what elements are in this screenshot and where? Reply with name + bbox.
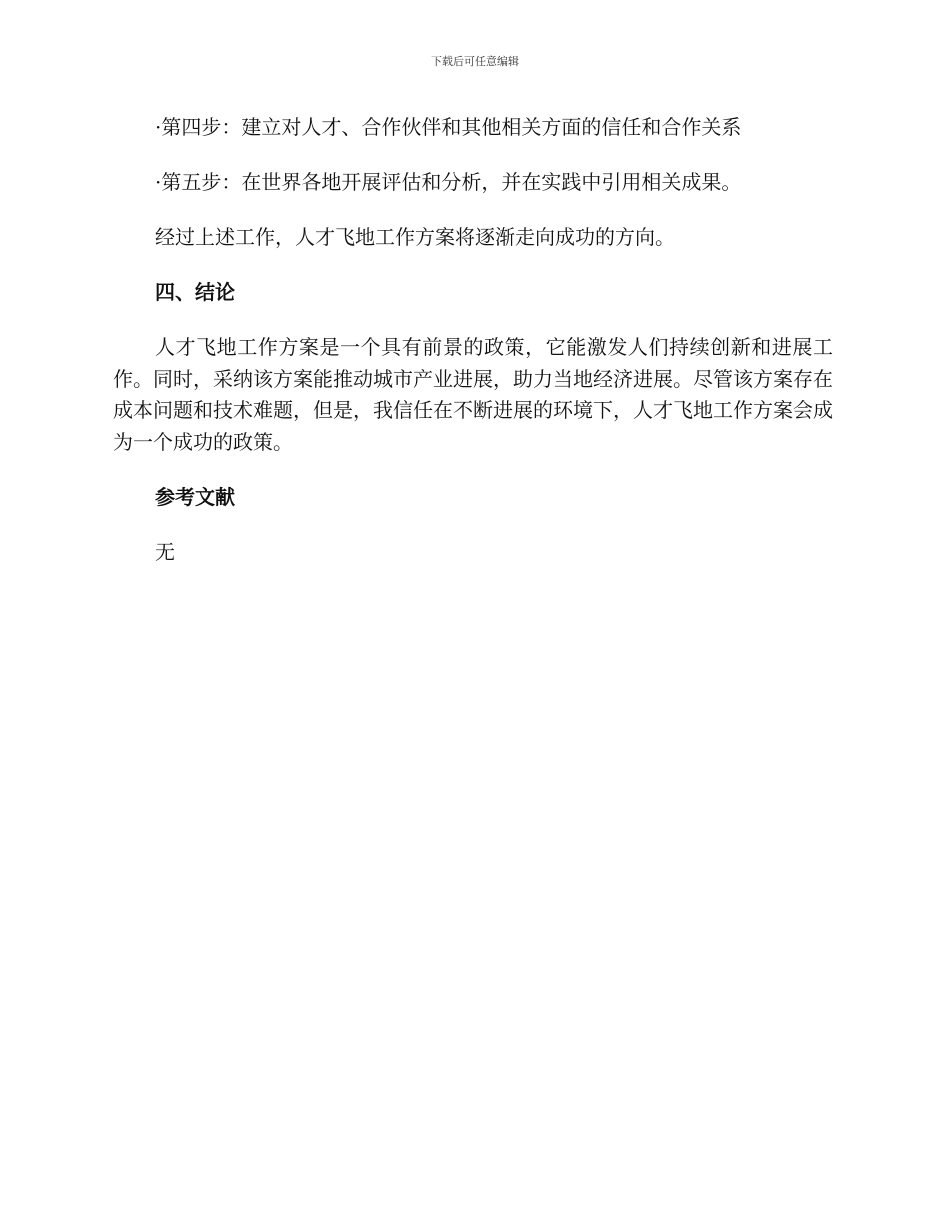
document-body: [113, 112, 833, 592]
step-five-item: ·第五步：在世界各地开展评估和分析，并在实践中引用相关成果。: [155, 170, 742, 194]
section-heading-references: 参考文献: [155, 485, 235, 509]
section-heading-conclusion: 四、结论: [155, 280, 235, 304]
conclusion-paragraph: 人才飞地工作方案是一个具有前景的政策，它能激发人们持续创新和进展工作。同时，采纳该方案能推动城市产业进展，助力当地经济进展。尽管该方案存在成本问题和技术难题，但是，我信任在不断进展的环境下，人才飞地工作方案会成为一个成功的政策。: [113, 335, 833, 454]
step-four-item: ·第四步：建立对人才、合作伙伴和其他相关方面的信任和合作关系: [155, 115, 742, 139]
references-body: 无: [155, 540, 175, 564]
summary-paragraph: 经过上述工作，人才飞地工作方案将逐渐走向成功的方向。: [155, 225, 675, 249]
page-header: 下载后可任意编辑: [431, 55, 519, 68]
